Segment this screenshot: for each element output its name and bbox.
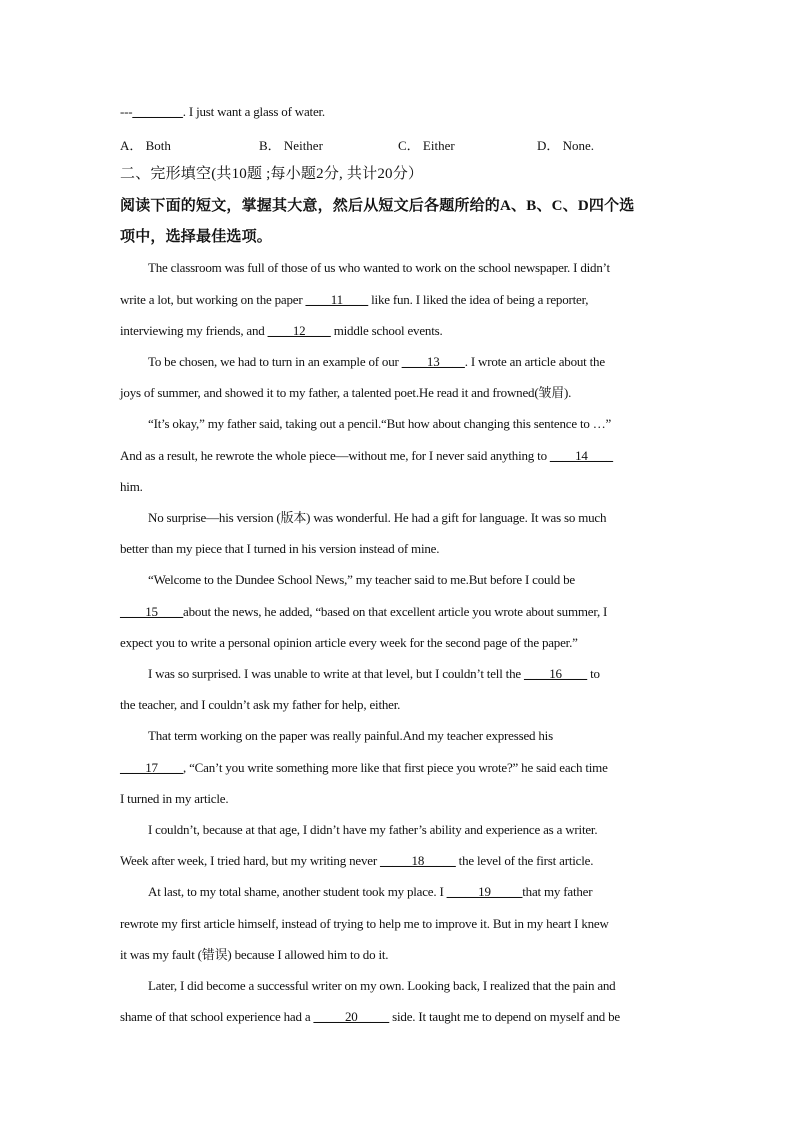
passage-line: it was my fault (错误) because I allowed him to do it. (120, 947, 389, 962)
blank-12: ____12____ (267, 323, 331, 338)
question-prefix: --- (120, 104, 133, 119)
passage-line: joys of summer, and showed it to my father, a talented poet.He read it and frowned(皱眉). (120, 385, 572, 400)
passage-line: Later, I did become a successful writer on my own. Looking back, I realized that the pain and (148, 978, 616, 993)
blank-16: ____16____ (524, 666, 588, 681)
section-instruction-2: 项中，选择最佳选项。 (120, 229, 273, 245)
passage-line: I couldn’t, because at that age, I didn’t have my father’s ability and experience as a writer. (148, 822, 598, 837)
passage-line: I was so surprised. I was unable to write at that level, but I couldn’t tell the ____16____ to (148, 666, 600, 681)
section-instruction-1: 阅读下面的短文，掌握其大意，然后从短文后各题所给的A、B、C、D四个选 (120, 198, 635, 214)
passage-line: rewrote my first article himself, instead of trying to help me to improve it. But in my heart I knew (120, 916, 609, 931)
answer-blank: ________ (132, 104, 183, 119)
passage-line: ____15____about the news, he added, “based on that excellent article you wrote about summer, I (120, 604, 608, 619)
option-c: C． Either (398, 138, 455, 153)
passage-line: better than my piece that I turned in his version instead of mine. (120, 541, 440, 556)
question-text: . I just want a glass of water. (182, 104, 325, 119)
passage-line: That term working on the paper was really painful.And my teacher expressed his (148, 728, 553, 743)
previous-question (120, 104, 680, 120)
blank-11: ____11____ (305, 292, 369, 307)
passage-line: ____17____, “Can’t you write something more like that first piece you wrote?” he said each time (120, 760, 608, 775)
passage-line: To be chosen, we had to turn in an example of our ____13____. I wrote an article about the (148, 354, 605, 369)
passage-line: the teacher, and I couldn’t ask my father for help, either. (120, 697, 401, 712)
blank-13: ____13____ (401, 354, 465, 369)
passage-line: Week after week, I tried hard, but my writing never _____18_____ the level of the first article. (120, 853, 594, 868)
passage-line: him. (120, 479, 143, 494)
blank-14: ____14____ (549, 448, 613, 463)
section-title: 二、完形填空(共10题 ;每小题2分, 共计20分） (120, 166, 424, 182)
passage-line: expect you to write a personal opinion article every week for the second page of the paper.” (120, 635, 578, 650)
passage-line: “It’s okay,” my father said, taking out a pencil.“But how about changing this sentence to …” (148, 416, 612, 431)
blank-17: ____17____ (120, 760, 184, 775)
passage-line: And as a result, he rewrote the whole piece—without me, for I never said anything to ____14____ (120, 448, 613, 463)
passage-line: I turned in my article. (120, 791, 229, 806)
option-a: A． Both (120, 138, 171, 153)
passage-line: At last, to my total shame, another student took my place. I _____19_____that my father (148, 884, 593, 899)
passage-line: shame of that school experience had a _____20_____ side. It taught me to depend on myself and be (120, 1009, 620, 1024)
passage-line: No surprise—his version (版本) was wonderful. He had a gift for language. It was so much (148, 510, 607, 525)
blank-18: _____18_____ (380, 853, 456, 868)
blank-20: _____20_____ (313, 1009, 390, 1024)
blank-19: _____19_____ (446, 884, 523, 899)
passage-line: The classroom was full of those of us who wanted to work on the school newspaper. I didn’t (148, 260, 610, 275)
passage-line: “Welcome to the Dundee School News,” my teacher said to me.But before I could be (148, 572, 575, 587)
option-b: B． Neither (259, 138, 323, 153)
passage-line: write a lot, but working on the paper ____11____ like fun. I liked the idea of being a reporter, (120, 292, 589, 307)
passage-line: interviewing my friends, and ____12____ middle school events. (120, 323, 443, 338)
option-d: D． None. (537, 138, 595, 153)
blank-15: ____15____ (120, 604, 184, 619)
